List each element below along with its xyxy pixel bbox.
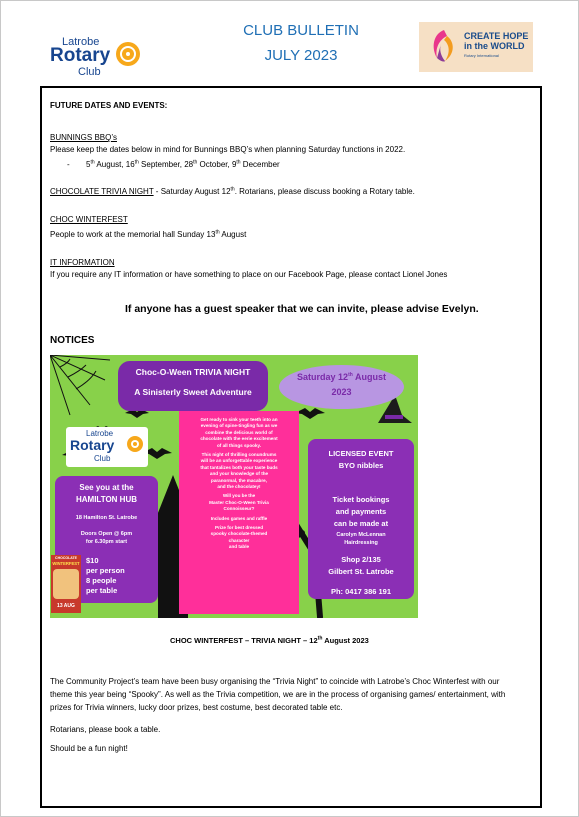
- winterfest-title: CHOC WINTERFEST: [50, 215, 128, 224]
- poster-center-line: of all things spooky.: [216, 442, 262, 448]
- poster-right-line-10: Ph: 0417 386 191: [330, 587, 392, 596]
- fun-night-paragraph: Should be a fun night!: [50, 744, 128, 753]
- trivia-night-poster: [50, 355, 418, 618]
- badge-figure-icon: [53, 569, 79, 599]
- bulletin-date: JULY 2023: [264, 47, 338, 64]
- notices-heading: NOTICES: [50, 335, 95, 346]
- poster-logo-club: Club: [94, 454, 111, 463]
- poster-left-line-1: See you at the: [79, 483, 134, 492]
- trivia-text: - Saturday August 12th. Rotarians, please discuss booking a Rotary table.: [153, 186, 415, 196]
- poster-center-line: combine the delicious world of: [205, 429, 273, 435]
- poster-left-line-9: per table: [86, 586, 118, 595]
- winterfest-text: People to work at the memorial hall Sunday 13th August: [50, 229, 247, 239]
- book-table-paragraph: Rotarians, please book a table.: [50, 725, 161, 734]
- logo-line-club: Club: [78, 66, 101, 78]
- poster-date-line-2: 2023: [331, 387, 352, 397]
- poster-title-2: A Sinisterly Sweet Adventure: [134, 387, 252, 397]
- poster-right-line-7: Hairdressing: [344, 540, 378, 546]
- it-text: If you require any IT information or have something to place on our Facebook Page, please contact Lionel Jones: [50, 270, 448, 279]
- poster-right-line-6: Carolyn McLennan: [336, 532, 386, 538]
- bunnings-dates: 5th August, 16th September, 28th October, 9th December: [86, 159, 280, 169]
- logo-line-latrobe: Latrobe: [62, 36, 100, 48]
- poster-center-line: and the chocolatey!: [217, 484, 261, 489]
- poster-center-line: This night of thrilling conundrums: [201, 452, 277, 457]
- poster-right-line-4: and payments: [335, 507, 387, 516]
- poster-right-line-9: Gilbert St. Latrobe: [328, 567, 394, 576]
- poster-center-line: Master Choc-O-Ween Trivia: [209, 499, 269, 505]
- poster-logo-latrobe: Latrobe: [86, 429, 114, 438]
- winterfest-badge: [51, 555, 81, 613]
- latrobe-rotary-logo: [48, 34, 156, 78]
- poster-center-line: spooky chocolate-themed: [210, 531, 268, 537]
- poster-right-line-1: LICENSED EVENT: [328, 449, 394, 458]
- poster-center-line: Prize for best dressed: [215, 525, 263, 530]
- poster-left-line-4: Doors Open @ 6pm: [80, 531, 133, 537]
- poster-left-line-5: for 6.30pm start: [85, 539, 128, 545]
- rotary-wheel-icon: [114, 40, 142, 68]
- badge-line-1: CHOCOLATE: [55, 556, 77, 560]
- poster-right-line-3: Ticket bookings: [332, 495, 390, 504]
- poster-center-line: Connoisseur?: [223, 506, 255, 512]
- poster-date-line-1: Saturday 12th August: [297, 372, 386, 382]
- hope-line-1: CREATE HOPE: [464, 31, 529, 41]
- poster-center-line: Will you be the: [222, 493, 256, 499]
- bulletin-title: CLUB BULLETIN: [243, 22, 359, 39]
- trivia-line: [50, 187, 415, 197]
- poster-left-line-7: per person: [86, 566, 125, 575]
- hope-line-3: Rotary International: [464, 53, 499, 58]
- poster-right-line-2: BYO nibbles: [338, 461, 384, 470]
- it-title: IT INFORMATION: [50, 258, 115, 267]
- badge-line-2: WINTERFEST: [52, 561, 80, 566]
- poster-title-1: Choc-O-Ween TRIVIA NIGHT: [135, 367, 251, 377]
- bunnings-text: Please keep the dates below in mind for Bunnings BBQ’s when planning Saturday functions in 2022.: [50, 145, 406, 154]
- hope-line-2: in the WORLD: [464, 41, 525, 51]
- trivia-title: CHOCOLATE TRIVIA NIGHT: [50, 187, 154, 196]
- bunnings-title: BUNNINGS BBQ’s: [50, 133, 117, 142]
- create-hope-emblem-icon: [427, 28, 461, 64]
- poster-left-line-3: 18 Hamilton St. Latrobe: [75, 515, 138, 521]
- poster-center-line: paranormal, the macabre,: [211, 477, 267, 483]
- poster-rotary-wheel-icon: [126, 435, 144, 453]
- community-project-paragraph: The Community Project’s team have been busy organising the “Trivia Night” to coincide with Latrobe’s Choc Winterfest with our theme this year being “Spooky”. As well as the Trivia competition, we are in the process of organising games/ entertainment, with prizes for Trivia winners, lucky door prizes, best costume, best decorated table etc.: [50, 677, 506, 712]
- poster-left-line-8: 8 people: [86, 576, 117, 585]
- poster-center-line: and your knowledge of the: [209, 471, 269, 477]
- poster-rotary-logo: [66, 427, 148, 467]
- poster-center-line: will be an unforgettable experience: [200, 458, 278, 464]
- spider-web-icon: [50, 355, 110, 415]
- poster-center-line: Get ready to sink your teeth into an: [200, 417, 278, 422]
- notice-caption: CHOC WINTERFEST – TRIVIA NIGHT – 12th August 2023: [170, 635, 369, 645]
- poster-right-line-8: Shop 2/135: [341, 555, 381, 564]
- bunnings-dash: -: [67, 160, 70, 169]
- poster-center-line: that tantalizes both your taste buds: [200, 464, 278, 470]
- badge-line-3: 13 AUG: [57, 603, 75, 609]
- poster-center-line: chocolate with the eerie excitement: [200, 436, 278, 442]
- poster-center-line: character: [228, 537, 250, 543]
- logo-line-rotary: Rotary: [50, 45, 111, 66]
- poster-logo-rotary: Rotary: [70, 437, 115, 453]
- poster-center-line: Includes games and raffle: [210, 515, 268, 521]
- guest-speaker-notice: If anyone has a guest speaker that we can invite, please advise Evelyn.: [125, 303, 479, 315]
- poster-center-line: evening of spine-tingling fun as we: [200, 423, 278, 429]
- poster-right-line-5: can be made at: [333, 519, 389, 528]
- create-hope-logo: [419, 22, 533, 72]
- events-heading: FUTURE DATES AND EVENTS:: [50, 101, 168, 110]
- poster-left-line-2: HAMILTON HUB: [75, 495, 138, 504]
- poster-center-line: and table: [228, 544, 250, 550]
- poster-left-line-6: $10: [86, 556, 99, 565]
